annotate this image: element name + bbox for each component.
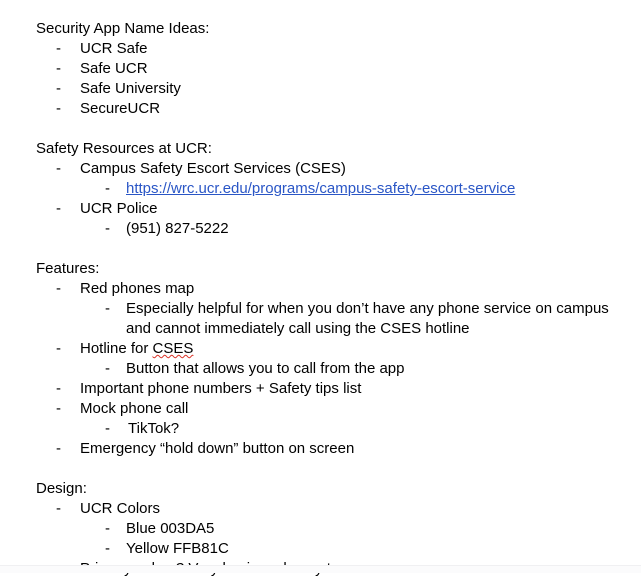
list-item	[0, 399, 641, 419]
list-item-text: UCR Colors	[80, 500, 161, 517]
list-item	[0, 279, 641, 299]
bullet-dash: -	[105, 180, 110, 197]
blank-line	[0, 239, 641, 259]
bullet-dash: -	[56, 500, 61, 517]
section-heading: Design:	[36, 480, 87, 497]
bullet-dash: -	[56, 100, 61, 117]
bullet-dash: -	[56, 160, 61, 177]
list-item-text-plain: Hotline for	[80, 340, 153, 357]
list-item	[0, 419, 641, 439]
bullet-dash: -	[56, 60, 61, 77]
list-item	[0, 499, 641, 519]
blank-line	[0, 459, 641, 479]
section-heading: Features:	[36, 260, 100, 277]
list-item-text: (951) 827-5222	[126, 220, 229, 237]
list-item	[0, 439, 641, 459]
list-item	[0, 359, 641, 379]
list-item-text: TikTok?	[128, 420, 180, 437]
bullet-dash: -	[56, 400, 61, 417]
bullet-dash: -	[56, 380, 61, 397]
bullet-dash: -	[105, 540, 110, 557]
list-item	[0, 99, 641, 119]
list-item	[0, 339, 641, 359]
bullet-dash: -	[105, 360, 110, 377]
list-item-text: Safe University	[80, 80, 181, 97]
bullet-dash: -	[105, 220, 110, 237]
list-item	[0, 379, 641, 399]
list-item-text: Mock phone call	[80, 400, 189, 417]
bullet-dash: -	[105, 300, 110, 317]
bullet-dash: -	[56, 340, 61, 357]
list-item	[0, 179, 641, 199]
list-item-text: Campus Safety Escort Services (CSES)	[80, 160, 346, 177]
blank-line	[0, 119, 641, 139]
list-item	[0, 159, 641, 179]
list-item	[0, 539, 641, 559]
list-item	[0, 79, 641, 99]
section-heading: Security App Name Ideas:	[36, 20, 210, 37]
bullet-dash: -	[105, 420, 110, 437]
list-item-text	[126, 179, 641, 199]
bullet-dash: -	[56, 80, 61, 97]
list-item-text: Emergency “hold down” button on screen	[80, 440, 355, 457]
list-item	[0, 59, 641, 79]
bullet-dash: -	[56, 440, 61, 457]
list-item-text: Blue 003DA5	[126, 520, 215, 537]
list-item	[0, 519, 641, 539]
list-item	[0, 39, 641, 59]
misspelled-word[interactable]: CSES	[152, 340, 194, 357]
section-heading: Safety Resources at UCR:	[36, 140, 212, 157]
list-item-text	[80, 339, 641, 359]
list-item	[0, 299, 641, 339]
hyperlink[interactable]: https://wrc.ucr.edu/programs/campus-safety-escort-service	[126, 180, 516, 197]
list-item	[0, 219, 641, 239]
document-body[interactable]	[0, 19, 641, 579]
bullet-dash: -	[56, 280, 61, 297]
list-item-text: Important phone numbers + Safety tips list	[80, 380, 362, 397]
list-item	[0, 199, 641, 219]
list-item-text: SecureUCR	[80, 100, 161, 117]
list-item-text: UCR Police	[80, 200, 158, 217]
list-item-text: UCR Safe	[80, 40, 148, 57]
bullet-dash: -	[56, 40, 61, 57]
list-item-text: Safe UCR	[80, 60, 148, 77]
list-item-text: Red phones map	[80, 280, 195, 297]
bullet-dash: -	[56, 200, 61, 217]
bullet-dash: -	[105, 520, 110, 537]
list-item-text: Yellow FFB81C	[126, 540, 229, 557]
list-item-text: Especially helpful for when you don’t have any phone service on campus and cannot immediately call using the CSES hotline	[126, 300, 613, 337]
page-bottom-edge	[0, 565, 641, 573]
list-item-text: Button that allows you to call from the app	[126, 360, 405, 377]
